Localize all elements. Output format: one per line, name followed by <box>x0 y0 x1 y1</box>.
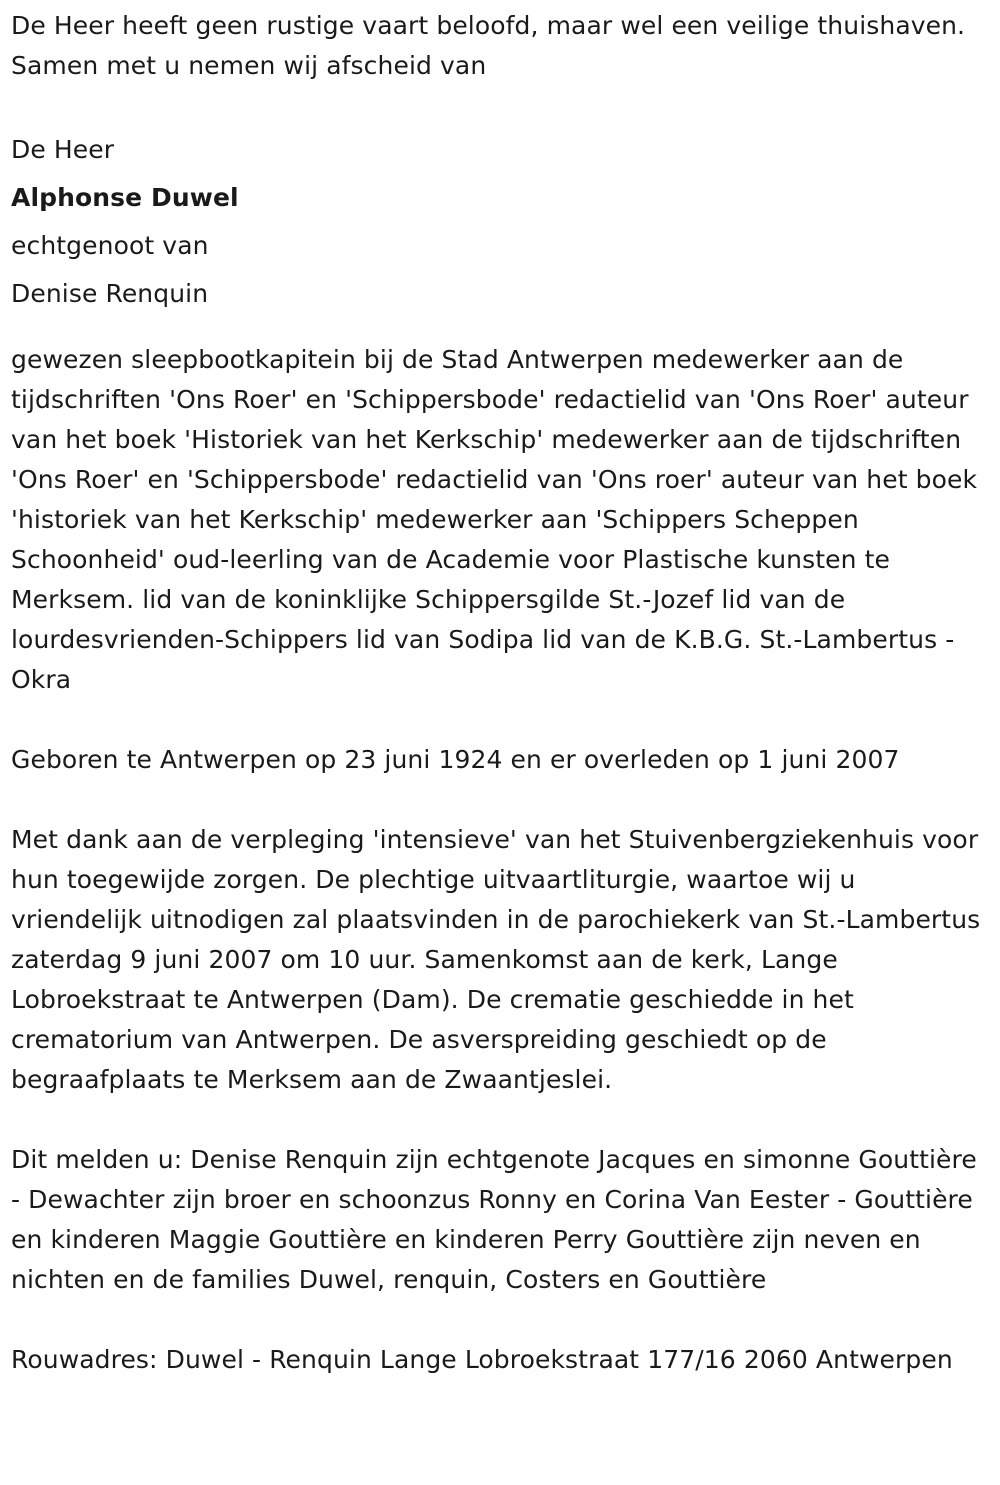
spouse-name: Denise Renquin <box>11 279 209 308</box>
spacer <box>11 86 988 126</box>
address-text: Rouwadres: Duwel - Renquin Lange Lobroekstraat 177/16 2060 Antwerpen <box>11 1345 953 1374</box>
spouse-label: echtgenoot van <box>11 231 209 260</box>
funeral-text: Met dank aan de verpleging 'intensieve' van het Stuivenbergziekenhuis voor hun toegewijde zorgen. De plechtige uitvaartliturgie, waartoe wij u vriendelijk uitnodigen zal plaatsvinden in de parochiekerk van St.-Lambertus zaterdag 9 juni 2007 om 10 uur. Samenkomst aan de kerk, Lange Lobroekstraat te Antwerpen (Dam). De crematie geschiedde in het crematorium van Antwerpen. De asverspreiding geschiedt op de begraafplaats te Merksem aan de Zwaantjeslei. <box>11 825 981 1094</box>
deceased-name: Alphonse Duwel <box>11 183 239 212</box>
honorific: De Heer <box>11 135 115 164</box>
intro-text: De Heer heeft geen rustige vaart beloofd, maar wel een veilige thuishaven. Samen met u nemen wij afscheid van <box>11 11 966 80</box>
biography-text: gewezen sleepbootkapitein bij de Stad Antwerpen medewerker aan de tijdschriften 'Ons Roer' en 'Schippersbode' redactielid van 'Ons Roer' auteur van het boek 'Historiek van het Kerkschip' medewerker aan de tijdschriften 'Ons Roer' en 'Schippersbode' redactielid van 'Ons roer' auteur van het boek 'historiek van het Kerkschip' medewerker aan 'Schippers Scheppen Schoonheid' oud-leerling van de Academie voor Plastische kunsten te Merksem. lid van de koninklijke Schippersgilde St.-Jozef lid van de lourdesvrienden-Schippers lid van Sodipa lid van de K.B.G. St.-Lambertus - Okra <box>11 345 978 694</box>
spacer <box>11 700 988 740</box>
spacer <box>11 318 988 340</box>
spacer <box>11 1300 988 1340</box>
family-text: Dit melden u: Denise Renquin zijn echtgenote Jacques en simonne Gouttière - Dewachter zijn broer en schoonzus Ronny en Corina Van Eester - Gouttière en kinderen Maggie Gouttière en kinderen Perry Gouttière zijn neven en nichten en de families Duwel, renquin, Costers en Gouttière <box>11 1145 977 1294</box>
birth-death-text: Geboren te Antwerpen op 23 juni 1924 en er overleden op 1 juni 2007 <box>11 745 900 774</box>
spacer <box>11 1100 988 1140</box>
spacer <box>11 780 988 820</box>
